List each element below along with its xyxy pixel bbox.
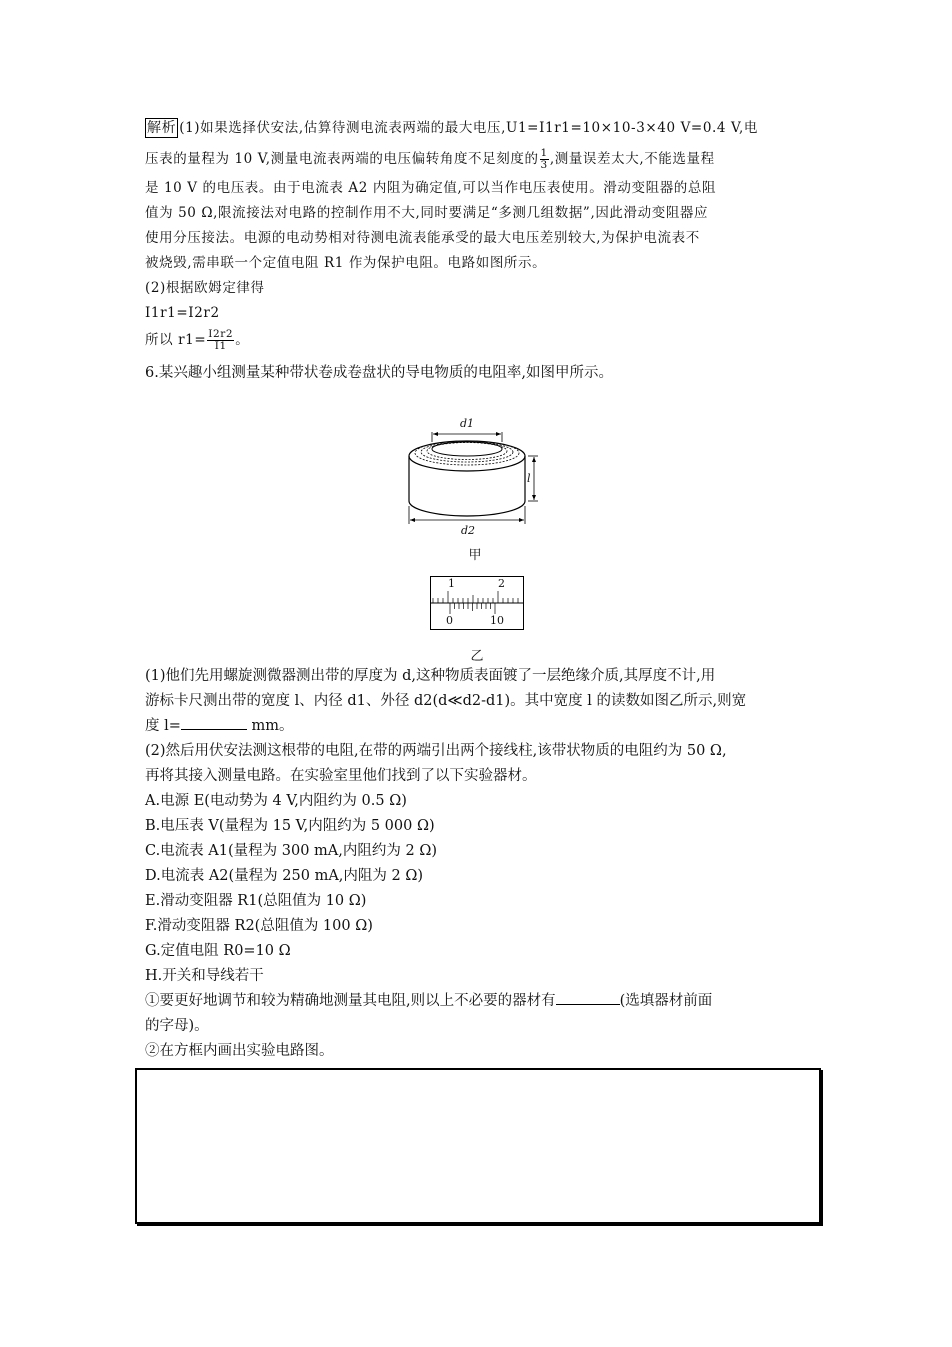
subquestion-1: ①要更好地调节和较为精确地测量其电阻,则以上不必要的器材有 (选填器材前面 (145, 989, 810, 1014)
solution-part2-line-1: (2)根据欧姆定律得 (145, 280, 265, 296)
option-d: D.电流表 A2(量程为 250 mA,内阻为 2 Ω) (145, 868, 424, 884)
option-h: H.开关和导线若干 (145, 968, 264, 984)
question-6-stem: 6.某兴趣小组测量某种带状卷成卷盘状的导电物质的电阻率,如图甲所示。 (145, 365, 613, 381)
solution-part2-line-2: I1r1=I2r2 (145, 305, 220, 321)
solution-line-3: 是 10 V 的电压表。由于电流表 A2 内阻为确定值,可以当作电压表使用。滑动变阻器的总阻 (145, 180, 717, 196)
solution-line-5: 使用分压接法。电源的电动势相对待测电流表能承受的最大电压差别较大,为保护电流表不 (145, 230, 700, 246)
solution-line-1: 解析 (1)如果选择伏安法,估算待测电流表两端的最大电压,U1=I1r1=10×10-3×40 V=0.4 V,电 (147, 120, 758, 136)
vernier-label-10: 10 (490, 614, 504, 627)
voltage-equation: U1=I1r1=10×10-3×40 V=0.4 V,电 (506, 120, 758, 136)
figure-yi-vernier (430, 576, 524, 630)
circuit-drawing-box[interactable] (135, 1068, 821, 1224)
figure-jia (400, 416, 540, 538)
part1-line-1: (1)他们先用螺旋测微器测出带的厚度为 d,这种物质表面镀了一层绝缘介质,其厚度不计,用 (145, 668, 716, 684)
subquestion-2: ②在方框内画出实验电路图。 (145, 1043, 334, 1059)
solution-section (145, 116, 810, 386)
answer-blank-width[interactable] (181, 715, 247, 730)
vernier-scale (431, 577, 523, 629)
label-l: l (527, 472, 531, 485)
part1-line-2: 游标卡尺测出带的宽度 l、内径 d1、外径 d2(d≪d2-d1)。其中宽度 l 的读数如图乙所示,则宽 (145, 693, 747, 709)
solution-part2-line-3: 所以 r1= $\frac{I2r2}{I1}$ 。 (145, 328, 250, 352)
option-b: B.电压表 V(量程为 15 V,内阻约为 5 000 Ω) (145, 818, 435, 834)
option-e: E.滑动变阻器 R1(总阻值为 10 Ω) (145, 893, 367, 909)
caption-jia: 甲 (468, 548, 482, 563)
option-a: A.电源 E(电动势为 4 V,内阻约为 0.5 Ω) (145, 793, 407, 809)
solution-tag: 解析 (147, 120, 177, 136)
label-d1: d1 (460, 417, 475, 430)
coil-diagram (400, 416, 540, 538)
fraction-r1: $\frac{I2r2}{I1}$ (208, 328, 234, 352)
part2-line-1: (2)然后用伏安法测这根带的电阻,在带的两端引出两个接线柱,该带状物质的电阻约为 50 Ω, (145, 743, 727, 759)
vernier-label-0: 0 (446, 614, 453, 627)
option-c: C.电流表 A1(量程为 300 mA,内阻约为 2 Ω) (145, 843, 437, 859)
label-d2: d2 (461, 524, 476, 537)
part1-line-3: 度 l= mm。 (145, 714, 810, 739)
subquestion-1-cont: 的字母)。 (145, 1018, 209, 1034)
question-6-body (145, 664, 810, 1064)
solution-line-6: 被烧毁,需串联一个定值电阻 R1 作为保护电阻。电路如图所示。 (145, 255, 547, 271)
main-label-2: 2 (498, 577, 505, 590)
caption-yi: 乙 (470, 649, 484, 664)
answer-blank-equipment[interactable] (556, 990, 620, 1005)
option-f: F.滑动变阻器 R2(总阻值为 100 Ω) (145, 918, 373, 934)
fraction-one-third: $\frac{1}{3}$ (540, 147, 548, 171)
option-g: G.定值电阻 R0=10 Ω (145, 943, 291, 959)
part2-line-2: 再将其接入测量电路。在实验室里他们找到了以下实验器材。 (145, 768, 537, 784)
solution-line-4: 值为 50 Ω,限流接法对电路的控制作用不大,同时要满足“多测几组数据”,因此滑动变阻器应 (145, 205, 709, 221)
main-label-1: 1 (448, 577, 455, 590)
solution-line-2: 压表的量程为 10 V,测量电流表两端的电压偏转角度不足刻度的 $\frac{1}{3}$ ,测量误差太大,不能选量程 (145, 147, 715, 171)
